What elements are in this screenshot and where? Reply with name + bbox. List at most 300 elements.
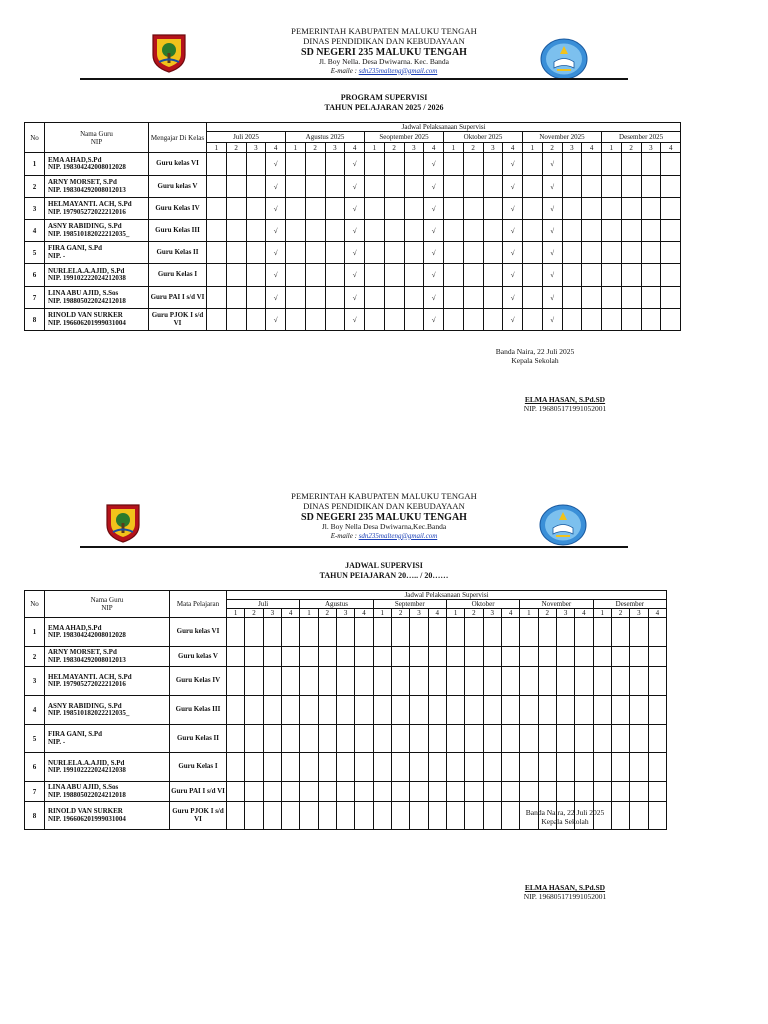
schedule-empty-cell bbox=[336, 696, 354, 725]
letterhead-divider bbox=[80, 546, 628, 548]
schedule-empty-cell bbox=[318, 753, 336, 782]
header-week: 4 bbox=[266, 143, 286, 153]
schedule-empty-cell bbox=[365, 309, 385, 331]
table-row bbox=[25, 782, 667, 802]
header-month: Agustus bbox=[300, 600, 373, 609]
schedule-empty-cell bbox=[410, 618, 428, 647]
class-cell: Guru PJOK I s/d VI bbox=[149, 309, 207, 331]
header-week: 2 bbox=[391, 609, 409, 618]
class-cell: Guru kelas V bbox=[170, 647, 227, 667]
row-number: 2 bbox=[25, 176, 45, 198]
schedule-check-cell: √ bbox=[542, 220, 562, 242]
table-row bbox=[25, 264, 681, 287]
header-week: 4 bbox=[424, 143, 444, 153]
schedule-empty-cell bbox=[410, 725, 428, 753]
schedule-empty-cell bbox=[373, 753, 391, 782]
schedule-empty-cell bbox=[463, 287, 483, 309]
schedule-empty-cell bbox=[582, 242, 602, 264]
header-week: 1 bbox=[523, 143, 543, 153]
header-month: Desember 2025 bbox=[602, 132, 681, 143]
schedule-empty-cell bbox=[446, 667, 464, 696]
schedule-empty-cell bbox=[630, 647, 648, 667]
schedule-empty-cell bbox=[428, 647, 446, 667]
schedule-empty-cell bbox=[286, 309, 306, 331]
schedule-empty-cell bbox=[501, 618, 519, 647]
signature-position: Kepala Sekolah bbox=[541, 817, 589, 826]
teacher-nip: NIP. 199102222024212038 bbox=[48, 274, 126, 282]
table-row bbox=[25, 220, 681, 242]
schedule-empty-cell bbox=[602, 220, 622, 242]
schedule-empty-cell bbox=[384, 242, 404, 264]
teacher-nip: NIP. 196606201999031004 bbox=[48, 814, 126, 823]
schedule-empty-cell bbox=[463, 220, 483, 242]
schedule-empty-cell bbox=[523, 242, 543, 264]
schedule-empty-cell bbox=[582, 198, 602, 220]
header-week: 2 bbox=[318, 609, 336, 618]
header-week: 2 bbox=[611, 609, 629, 618]
schedule-empty-cell bbox=[575, 647, 593, 667]
schedule-check-cell: √ bbox=[503, 198, 523, 220]
schedule-empty-cell bbox=[384, 220, 404, 242]
schedule-empty-cell bbox=[611, 618, 629, 647]
schedule-empty-cell bbox=[245, 618, 263, 647]
schedule-empty-cell bbox=[226, 264, 246, 287]
schedule-empty-cell bbox=[207, 287, 227, 309]
header-week: 3 bbox=[404, 143, 424, 153]
schedule-empty-cell bbox=[630, 753, 648, 782]
schedule-empty-cell bbox=[300, 753, 318, 782]
schedule-check-cell: √ bbox=[424, 153, 444, 176]
schedule-empty-cell bbox=[483, 153, 503, 176]
schedule-empty-cell bbox=[336, 618, 354, 647]
row-number: 1 bbox=[25, 153, 45, 176]
schedule-empty-cell bbox=[463, 309, 483, 331]
schedule-check-cell: √ bbox=[266, 242, 286, 264]
schedule-empty-cell bbox=[483, 309, 503, 331]
schedule-empty-cell bbox=[661, 242, 681, 264]
letterhead-email-line bbox=[0, 67, 768, 75]
schedule-empty-cell bbox=[300, 782, 318, 802]
schedule-empty-cell bbox=[286, 198, 306, 220]
schedule-empty-cell bbox=[556, 647, 574, 667]
schedule-empty-cell bbox=[575, 696, 593, 725]
schedule-empty-cell bbox=[227, 782, 245, 802]
schedule-empty-cell bbox=[336, 753, 354, 782]
schedule-empty-cell bbox=[207, 153, 227, 176]
schedule-empty-cell bbox=[641, 220, 661, 242]
header-week: 3 bbox=[325, 143, 345, 153]
schedule-empty-cell bbox=[621, 309, 641, 331]
letterhead-address: Jl. Boy Nella. Desa Dwiwarna. Kec. Banda bbox=[319, 57, 449, 67]
schedule-empty-cell bbox=[325, 264, 345, 287]
schedule-empty-cell bbox=[621, 176, 641, 198]
schedule-empty-cell bbox=[562, 287, 582, 309]
teacher-cell bbox=[45, 802, 170, 830]
schedule-empty-cell bbox=[318, 647, 336, 667]
header-week: 1 bbox=[227, 609, 245, 618]
schedule-empty-cell bbox=[483, 647, 501, 667]
schedule-empty-cell bbox=[281, 782, 299, 802]
schedule-empty-cell bbox=[281, 802, 299, 830]
schedule-empty-cell bbox=[523, 287, 543, 309]
schedule-empty-cell bbox=[355, 667, 373, 696]
schedule-empty-cell bbox=[410, 647, 428, 667]
schedule-empty-cell bbox=[593, 647, 611, 667]
teacher-nip: NIP. - bbox=[48, 251, 66, 260]
header-month: Agustus 2025 bbox=[286, 132, 365, 143]
schedule-check-cell: √ bbox=[503, 220, 523, 242]
teacher-nip: NIP. 198304242008012028 bbox=[48, 163, 126, 171]
schedule-empty-cell bbox=[556, 782, 574, 802]
email-link[interactable]: sdn235malteng@gmail.com bbox=[358, 531, 438, 540]
supervision-schedule-table bbox=[24, 122, 681, 331]
teacher-cell bbox=[45, 198, 149, 220]
header-teacher-nip: NIP bbox=[101, 604, 113, 612]
schedule-check-cell: √ bbox=[424, 287, 444, 309]
class-cell: Guru Kelas I bbox=[149, 264, 207, 287]
header-no: No bbox=[25, 123, 45, 153]
table-row bbox=[25, 153, 681, 176]
schedule-empty-cell bbox=[582, 287, 602, 309]
header-week: 2 bbox=[384, 143, 404, 153]
schedule-empty-cell bbox=[245, 647, 263, 667]
schedule-empty-cell bbox=[325, 287, 345, 309]
schedule-empty-cell bbox=[593, 696, 611, 725]
schedule-empty-cell bbox=[207, 309, 227, 331]
schedule-empty-cell bbox=[410, 667, 428, 696]
schedule-empty-cell bbox=[318, 802, 336, 830]
schedule-empty-cell bbox=[336, 802, 354, 830]
schedule-empty-cell bbox=[444, 198, 464, 220]
header-week: 3 bbox=[410, 609, 428, 618]
teacher-name: NURLELA.A.AJID, S.Pd bbox=[48, 266, 125, 275]
schedule-empty-cell bbox=[520, 725, 538, 753]
schedule-empty-cell bbox=[226, 309, 246, 331]
schedule-empty-cell bbox=[582, 176, 602, 198]
row-number: 6 bbox=[25, 753, 45, 782]
header-week: 3 bbox=[263, 609, 281, 618]
schedule-empty-cell bbox=[365, 153, 385, 176]
header-week: 2 bbox=[621, 143, 641, 153]
schedule-empty-cell bbox=[373, 782, 391, 802]
schedule-empty-cell bbox=[593, 753, 611, 782]
schedule-empty-cell bbox=[305, 198, 325, 220]
schedule-empty-cell bbox=[391, 618, 409, 647]
schedule-empty-cell bbox=[501, 647, 519, 667]
schedule-empty-cell bbox=[444, 264, 464, 287]
header-week: 4 bbox=[345, 143, 365, 153]
header-week: 4 bbox=[575, 609, 593, 618]
schedule-empty-cell bbox=[556, 667, 574, 696]
schedule-empty-cell bbox=[538, 782, 556, 802]
header-month: September bbox=[373, 600, 446, 609]
schedule-empty-cell bbox=[305, 264, 325, 287]
class-cell: Guru PJOK I s/d VI bbox=[170, 802, 227, 830]
schedule-empty-cell bbox=[281, 667, 299, 696]
header-class: Mata Pelajaran bbox=[170, 591, 227, 618]
teacher-name: HELMAYANTI. ACH, S.Pd bbox=[48, 200, 132, 209]
schedule-empty-cell bbox=[227, 725, 245, 753]
header-week: 4 bbox=[582, 143, 602, 153]
table-row bbox=[25, 753, 667, 782]
schedule-empty-cell bbox=[245, 753, 263, 782]
header-teacher bbox=[45, 591, 170, 618]
schedule-empty-cell bbox=[325, 309, 345, 331]
letterhead-school-name: SD NEGERI 235 MALUKU TENGAH bbox=[301, 46, 467, 58]
teacher-nip: NIP. 199102222024212038 bbox=[48, 766, 126, 774]
schedule-empty-cell bbox=[444, 309, 464, 331]
schedule-check-cell: √ bbox=[503, 242, 523, 264]
teacher-name: ARNY MORSET, S.Pd bbox=[48, 648, 117, 657]
header-schedule: Jadwal Pelaksanaan Supervisi bbox=[227, 591, 667, 600]
row-number: 3 bbox=[25, 198, 45, 220]
email-label: E-maile : bbox=[330, 66, 359, 75]
teacher-cell bbox=[45, 725, 170, 753]
schedule-empty-cell bbox=[410, 753, 428, 782]
schedule-empty-cell bbox=[593, 725, 611, 753]
schedule-empty-cell bbox=[355, 696, 373, 725]
teacher-name: EMA AHAD,S.Pd bbox=[48, 623, 102, 632]
class-cell: Guru Kelas II bbox=[170, 725, 227, 753]
schedule-empty-cell bbox=[281, 753, 299, 782]
schedule-empty-cell bbox=[355, 725, 373, 753]
schedule-check-cell: √ bbox=[266, 264, 286, 287]
table-row bbox=[25, 287, 681, 309]
header-week: 4 bbox=[428, 609, 446, 618]
program-title bbox=[0, 93, 768, 112]
table-row bbox=[25, 242, 681, 264]
schedule-empty-cell bbox=[263, 696, 281, 725]
schedule-empty-cell bbox=[465, 647, 483, 667]
header-week: 4 bbox=[503, 143, 523, 153]
schedule-empty-cell bbox=[641, 242, 661, 264]
schedule-empty-cell bbox=[501, 725, 519, 753]
schedule-empty-cell bbox=[582, 153, 602, 176]
schedule-empty-cell bbox=[465, 802, 483, 830]
schedule-empty-cell bbox=[483, 725, 501, 753]
teacher-name: ARNY MORSET, S.Pd bbox=[48, 178, 117, 187]
schedule-empty-cell bbox=[444, 153, 464, 176]
schedule-empty-cell bbox=[300, 725, 318, 753]
schedule-empty-cell bbox=[286, 220, 306, 242]
header-week: 3 bbox=[483, 143, 503, 153]
schedule-empty-cell bbox=[391, 696, 409, 725]
schedule-empty-cell bbox=[661, 198, 681, 220]
schedule-check-cell: √ bbox=[424, 264, 444, 287]
schedule-empty-cell bbox=[355, 618, 373, 647]
schedule-empty-cell bbox=[300, 696, 318, 725]
schedule-empty-cell bbox=[641, 198, 661, 220]
schedule-empty-cell bbox=[365, 220, 385, 242]
header-month: Juli bbox=[227, 600, 300, 609]
schedule-empty-cell bbox=[207, 176, 227, 198]
schedule-empty-cell bbox=[428, 667, 446, 696]
schedule-empty-cell bbox=[483, 242, 503, 264]
teacher-nip: NIP. 198510182022212035_ bbox=[48, 709, 130, 717]
teacher-cell bbox=[45, 647, 170, 667]
schedule-check-cell: √ bbox=[542, 242, 562, 264]
schedule-empty-cell bbox=[281, 647, 299, 667]
schedule-empty-cell bbox=[648, 667, 667, 696]
program-title-line1: PROGRAM SUPERVISI bbox=[340, 93, 428, 102]
schedule-empty-cell bbox=[263, 753, 281, 782]
schedule-empty-cell bbox=[325, 242, 345, 264]
schedule-empty-cell bbox=[661, 220, 681, 242]
teacher-name: RINOLD VAN SURKER bbox=[48, 807, 123, 816]
schedule-empty-cell bbox=[410, 802, 428, 830]
header-month: Seoptember 2025 bbox=[365, 132, 444, 143]
teacher-nip: NIP. 198805022024212018 bbox=[48, 790, 126, 799]
schedule-empty-cell bbox=[373, 647, 391, 667]
schedule-empty-cell bbox=[602, 287, 622, 309]
schedule-empty-cell bbox=[661, 287, 681, 309]
header-week: 1 bbox=[446, 609, 464, 618]
header-month: November bbox=[520, 600, 593, 609]
schedule-empty-cell bbox=[384, 153, 404, 176]
schedule-empty-cell bbox=[246, 264, 266, 287]
schedule-empty-cell bbox=[520, 782, 538, 802]
schedule-check-cell: √ bbox=[503, 176, 523, 198]
schedule-empty-cell bbox=[641, 153, 661, 176]
row-number: 2 bbox=[25, 647, 45, 667]
teacher-name: ASNY RABIDING, S.Pd bbox=[48, 701, 122, 710]
schedule-empty-cell bbox=[538, 647, 556, 667]
schedule-empty-cell bbox=[562, 242, 582, 264]
header-month: Juli 2025 bbox=[207, 132, 286, 143]
schedule-empty-cell bbox=[483, 696, 501, 725]
schedule-empty-cell bbox=[281, 618, 299, 647]
schedule-empty-cell bbox=[336, 647, 354, 667]
table-row bbox=[25, 176, 681, 198]
schedule-empty-cell bbox=[520, 753, 538, 782]
class-cell: Guru Kelas III bbox=[149, 220, 207, 242]
schedule-empty-cell bbox=[226, 176, 246, 198]
teacher-cell bbox=[45, 618, 170, 647]
header-week: 3 bbox=[336, 609, 354, 618]
schedule-empty-cell bbox=[483, 198, 503, 220]
schedule-empty-cell bbox=[428, 802, 446, 830]
headmaster-signature bbox=[500, 883, 630, 901]
signature-place-date: Banda Naira, 22 Juli 2025 bbox=[495, 347, 575, 356]
schedule-empty-cell bbox=[446, 618, 464, 647]
schedule-empty-cell bbox=[483, 667, 501, 696]
header-week: 2 bbox=[245, 609, 263, 618]
schedule-empty-cell bbox=[325, 153, 345, 176]
teacher-cell bbox=[45, 753, 170, 782]
schedule-empty-cell bbox=[661, 176, 681, 198]
letterhead-school-name: SD NEGERI 235 MALUKU TENGAH bbox=[301, 511, 467, 523]
schedule-check-cell: √ bbox=[266, 176, 286, 198]
schedule-empty-cell bbox=[305, 287, 325, 309]
schedule-empty-cell bbox=[621, 153, 641, 176]
schedule-empty-cell bbox=[465, 753, 483, 782]
header-month: November 2025 bbox=[523, 132, 602, 143]
schedule-empty-cell bbox=[661, 153, 681, 176]
schedule-empty-cell bbox=[556, 725, 574, 753]
header-week: 4 bbox=[501, 609, 519, 618]
schedule-empty-cell bbox=[562, 176, 582, 198]
schedule-empty-cell bbox=[446, 696, 464, 725]
letterhead-government: PEMERINTAH KABUPATEN MALUKU TENGAH bbox=[291, 26, 477, 36]
row-number: 5 bbox=[25, 242, 45, 264]
header-week: 3 bbox=[483, 609, 501, 618]
schedule-check-cell: √ bbox=[345, 264, 365, 287]
schedule-empty-cell bbox=[336, 782, 354, 802]
schedule-empty-cell bbox=[446, 725, 464, 753]
teacher-nip: NIP. 198510182022212035_ bbox=[48, 229, 130, 238]
class-cell: Guru kelas VI bbox=[149, 153, 207, 176]
schedule-empty-cell bbox=[384, 176, 404, 198]
schedule-empty-cell bbox=[520, 667, 538, 696]
teacher-name: LINA ABU AJID, S.Sos bbox=[48, 783, 119, 792]
schedule-empty-cell bbox=[556, 696, 574, 725]
letterhead bbox=[0, 27, 768, 75]
schedule-empty-cell bbox=[318, 667, 336, 696]
class-cell: Guru Kelas IV bbox=[149, 198, 207, 220]
schedule-empty-cell bbox=[318, 618, 336, 647]
schedule-check-cell: √ bbox=[266, 309, 286, 331]
schedule-empty-cell bbox=[483, 782, 501, 802]
row-number: 8 bbox=[25, 309, 45, 331]
schedule-check-cell: √ bbox=[542, 287, 562, 309]
header-week: 4 bbox=[661, 143, 681, 153]
teacher-cell bbox=[45, 220, 149, 242]
schedule-empty-cell bbox=[404, 220, 424, 242]
schedule-empty-cell bbox=[621, 198, 641, 220]
schedule-empty-cell bbox=[463, 153, 483, 176]
schedule-empty-cell bbox=[501, 782, 519, 802]
schedule-empty-cell bbox=[246, 242, 266, 264]
schedule-title-line1: JADWAL SUPERVISI bbox=[345, 561, 423, 570]
email-link[interactable]: sdn235malteng@gmail.com bbox=[358, 66, 438, 75]
teacher-name: ASNY RABIDING, S.Pd bbox=[48, 222, 122, 231]
schedule-empty-cell bbox=[325, 198, 345, 220]
class-cell: Guru Kelas IV bbox=[170, 667, 227, 696]
schedule-empty-cell bbox=[428, 618, 446, 647]
schedule-empty-cell bbox=[384, 287, 404, 309]
schedule-empty-cell bbox=[661, 264, 681, 287]
schedule-empty-cell bbox=[391, 782, 409, 802]
schedule-empty-cell bbox=[404, 153, 424, 176]
headmaster-name: ELMA HASAN, S.Pd.SD bbox=[524, 395, 606, 404]
letterhead-address: Jl. Boy Nella Desa Dwiwarna,Kec.Banda bbox=[321, 522, 447, 532]
schedule-empty-cell bbox=[245, 696, 263, 725]
schedule-empty-cell bbox=[602, 309, 622, 331]
schedule-empty-cell bbox=[575, 725, 593, 753]
schedule-empty-cell bbox=[523, 176, 543, 198]
teacher-cell bbox=[45, 696, 170, 725]
schedule-empty-cell bbox=[621, 220, 641, 242]
schedule-empty-cell bbox=[226, 242, 246, 264]
schedule-empty-cell bbox=[226, 287, 246, 309]
header-month: Desember bbox=[593, 600, 667, 609]
schedule-empty-cell bbox=[246, 176, 266, 198]
schedule-empty-cell bbox=[446, 647, 464, 667]
schedule-empty-cell bbox=[444, 176, 464, 198]
schedule-empty-cell bbox=[384, 264, 404, 287]
schedule-empty-cell bbox=[538, 696, 556, 725]
schedule-empty-cell bbox=[483, 287, 503, 309]
schedule-empty-cell bbox=[373, 696, 391, 725]
schedule-empty-cell bbox=[661, 309, 681, 331]
class-cell: Guru kelas VI bbox=[170, 618, 227, 647]
teacher-cell bbox=[45, 667, 170, 696]
schedule-empty-cell bbox=[465, 696, 483, 725]
schedule-empty-cell bbox=[226, 198, 246, 220]
schedule-empty-cell bbox=[463, 176, 483, 198]
headmaster-signature bbox=[500, 395, 630, 413]
schedule-title-line2: TAHUN PEIAJARAN 20….. / 20…… bbox=[319, 570, 449, 580]
